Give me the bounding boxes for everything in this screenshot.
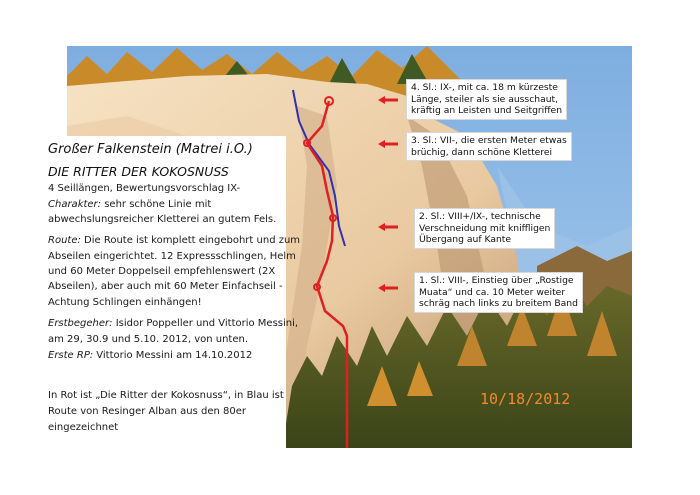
pitch-callout-2	[414, 208, 555, 249]
legend-line-3: eingezeichnet	[48, 422, 119, 433]
route-line-2: Abseilen eingerichtet. 12 Expressschlingen, Helm	[48, 251, 296, 262]
erste-rp-line	[48, 350, 252, 363]
pitch-3-line1: 3. Sl.: VII-, die ersten Meter etwas	[411, 135, 567, 146]
legend-line-2: Route von Resinger Alban aus den 80er	[48, 406, 246, 417]
route-label: Route:	[48, 235, 81, 246]
pitch-callout-4	[406, 79, 567, 120]
pitch-1-line1: 1. Sl.: VIII-, Einstieg über „Rostige	[419, 275, 574, 286]
pitch-4-line2: Länge, steiler als sie ausschaut,	[411, 93, 559, 105]
erstbegeher-line-2: am 29, 30.9 und 5.10. 2012, von unten.	[48, 334, 249, 345]
charakter-line-1	[48, 199, 211, 212]
charakter-text-1: sehr schöne Linie mit	[101, 199, 212, 210]
arrow-pitch-2	[378, 223, 398, 231]
legend-line-1: In Rot ist „Die Ritter der Kokosnuss“, in Blau ist	[48, 390, 284, 401]
pitch-3-line2: brüchig, dann schöne Kletterei	[411, 146, 553, 158]
erste-rp-text: Vittorio Messini am 14.10.2012	[93, 350, 253, 361]
erste-rp-label: Erste RP:	[48, 350, 94, 361]
pitch-4-line3: kräftig an Leisten und Seitgriffen	[411, 105, 563, 116]
pitch-2-line3: Übergang auf Kante	[419, 234, 512, 245]
crag-title: Großer Falkenstein (Matrei i.O.)	[48, 142, 253, 157]
erstbegeher-line-1	[48, 318, 298, 331]
route-line-5: Achtung Schlingen einhängen!	[48, 297, 202, 308]
route-name: DIE RITTER DER KOKOSNUSS	[48, 164, 229, 179]
erstbegeher-text-1: Isidor Poppeller und Vittorio Messini,	[112, 318, 299, 329]
pitch-4-line1: 4. Sl.: IX-, mit ca. 18 m kürzeste	[411, 82, 558, 93]
charakter-line-2: abwechslungsreicher Kletterei an gutem Fels.	[48, 214, 277, 225]
route-line-4: Abseilen), aber auch mit 60 Meter Einfachseil -	[48, 281, 283, 292]
pitch-callout-1	[414, 272, 583, 313]
route-line-3: und 60 Meter Doppelseil empfehlenswert (2X	[48, 266, 276, 277]
date-stamp: 10/18/2012	[480, 390, 571, 408]
arrow-pitch-4	[378, 96, 398, 104]
pitch-1-line2: Muata“ und ca. 10 Meter weiter	[419, 286, 566, 298]
route-line-1	[48, 235, 300, 248]
arrow-pitch-1	[378, 284, 398, 292]
info-summary: 4 Seillängen, Bewertungsvorschlag IX-	[48, 183, 241, 194]
route-text-1: Die Route ist komplett eingebohrt und zum	[80, 235, 301, 246]
pitch-2-line1: 2. Sl.: VIII+/IX-, technische	[419, 211, 541, 222]
erstbegeher-label: Erstbegeher:	[48, 318, 113, 329]
pitch-1-line3: schräg nach links zu breitem Band	[419, 298, 578, 309]
charakter-label: Charakter:	[48, 199, 102, 210]
pitch-2-line2: Verschneidung mit kniffligen	[419, 222, 551, 234]
pitch-callout-3	[406, 132, 572, 161]
arrow-pitch-3	[378, 140, 398, 148]
